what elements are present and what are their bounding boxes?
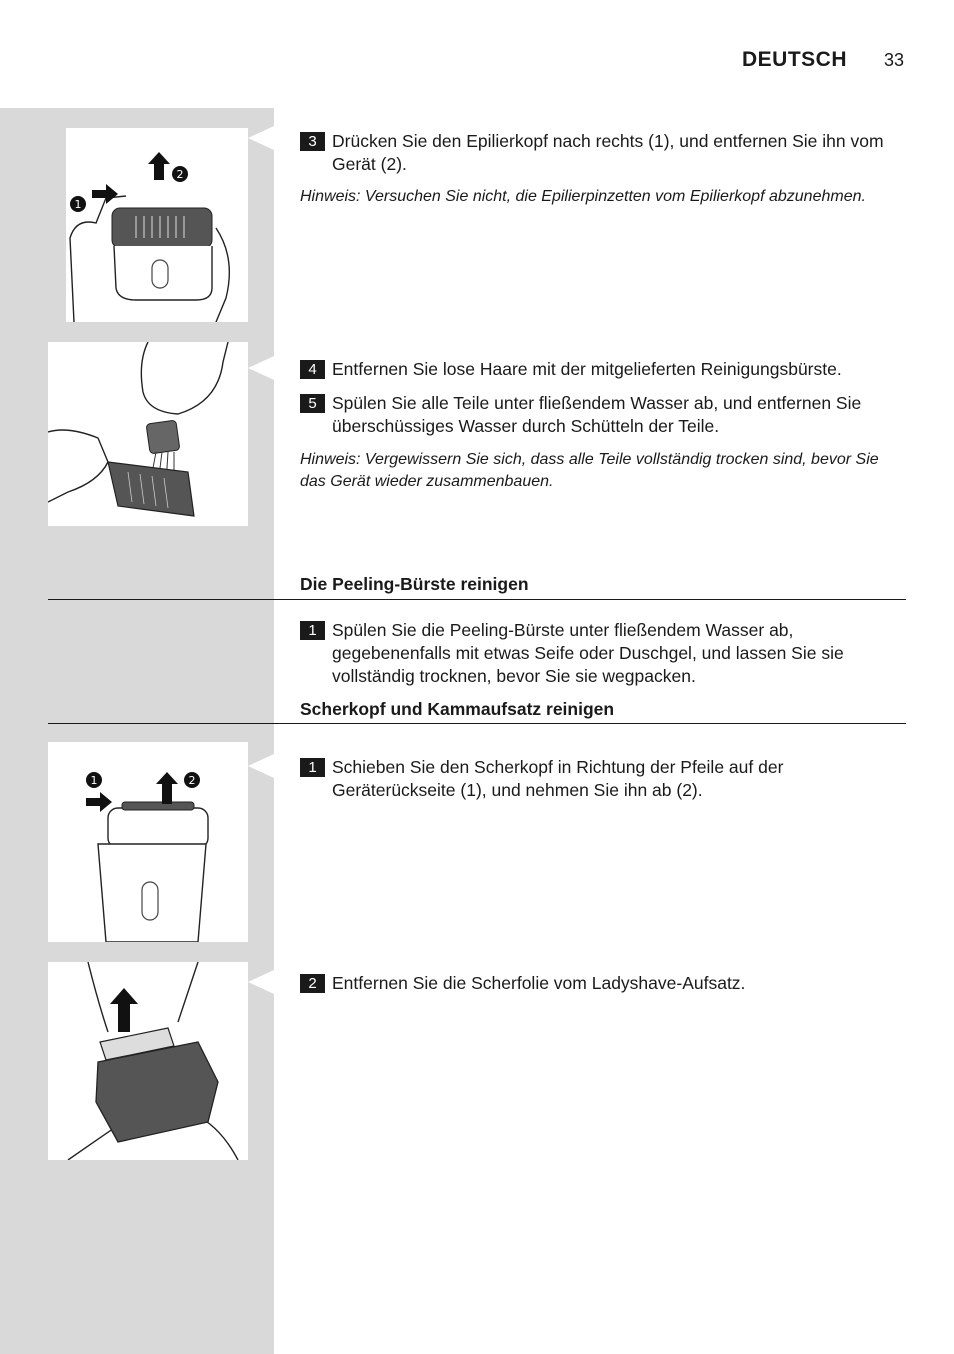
hint-note: Hinweis: Versuchen Sie nicht, die Epilierpinzetten vom Epilierkopf abzunehmen.	[300, 188, 866, 205]
hint-note: Hinweis: Vergewissern Sie sich, dass alle Teile vollständig trocken sind, bevor Sie das Gerät wieder zusammenbauen.	[300, 451, 879, 490]
step-text: Schieben Sie den Scherkopf in Richtung der Pfeile auf der Geräterückseite (1), und nehmen Sie ihn ab (2).	[332, 757, 784, 800]
callout-number: 2	[188, 774, 196, 787]
callout-notch	[248, 356, 274, 380]
step-number-badge: 3	[300, 132, 325, 151]
callout-notch	[248, 970, 274, 994]
callout-badge	[172, 166, 188, 182]
callout-badge	[184, 772, 200, 788]
step-text: Spülen Sie die Peeling-Bürste unter fließendem Wasser ab, gegebenenfalls mit etwas Seife oder Duschgel, und lassen Sie sie vollständig trocknen, bevor Sie sie wegpacken.	[332, 620, 844, 686]
callout-badge	[86, 772, 102, 788]
illustration-cleaning-brush	[48, 342, 248, 526]
step-number-badge: 5	[300, 394, 325, 413]
instruction-step	[300, 972, 906, 995]
step-number-badge: 4	[300, 360, 325, 379]
step-text: Spülen Sie alle Teile unter fließendem Wasser ab, und entfernen Sie überschüssiges Wasser durch Schütteln der Teile.	[332, 393, 862, 436]
illustration-foil-removal	[48, 962, 248, 1160]
step-number-badge: 1	[300, 758, 325, 777]
step-number-badge: 1	[300, 621, 325, 640]
instruction-step	[300, 756, 906, 802]
callout-number: 2	[176, 168, 184, 181]
step-number-badge: 2	[300, 974, 325, 993]
step-text: Entfernen Sie lose Haare mit der mitgelieferten Reinigungsbürste.	[332, 359, 842, 379]
section-heading: Die Peeling-Bürste reinigen	[300, 574, 529, 594]
callout-number: 1	[74, 198, 82, 211]
instruction-step	[300, 130, 906, 176]
instruction-step	[300, 358, 906, 381]
callout-badge	[70, 196, 86, 212]
section-heading: Scherkopf und Kammaufsatz reinigen	[300, 699, 615, 719]
callout-notch	[248, 126, 274, 150]
callout-number: 1	[90, 774, 98, 787]
illustration-shaving-head-removal	[48, 742, 248, 942]
page-language-header: DEUTSCH	[742, 48, 848, 71]
step-text: Drücken Sie den Epilierkopf nach rechts (1), und entfernen Sie ihn vom Gerät (2).	[332, 131, 884, 174]
section-divider	[48, 723, 906, 724]
step-text: Entfernen Sie die Scherfolie vom Ladyshave-Aufsatz.	[332, 973, 746, 993]
illustration-epilator-head-removal	[66, 128, 248, 322]
section-divider	[48, 599, 906, 600]
callout-notch	[248, 754, 274, 778]
instruction-step	[300, 619, 906, 688]
instruction-step	[300, 392, 906, 438]
page-number: 33	[884, 50, 905, 70]
